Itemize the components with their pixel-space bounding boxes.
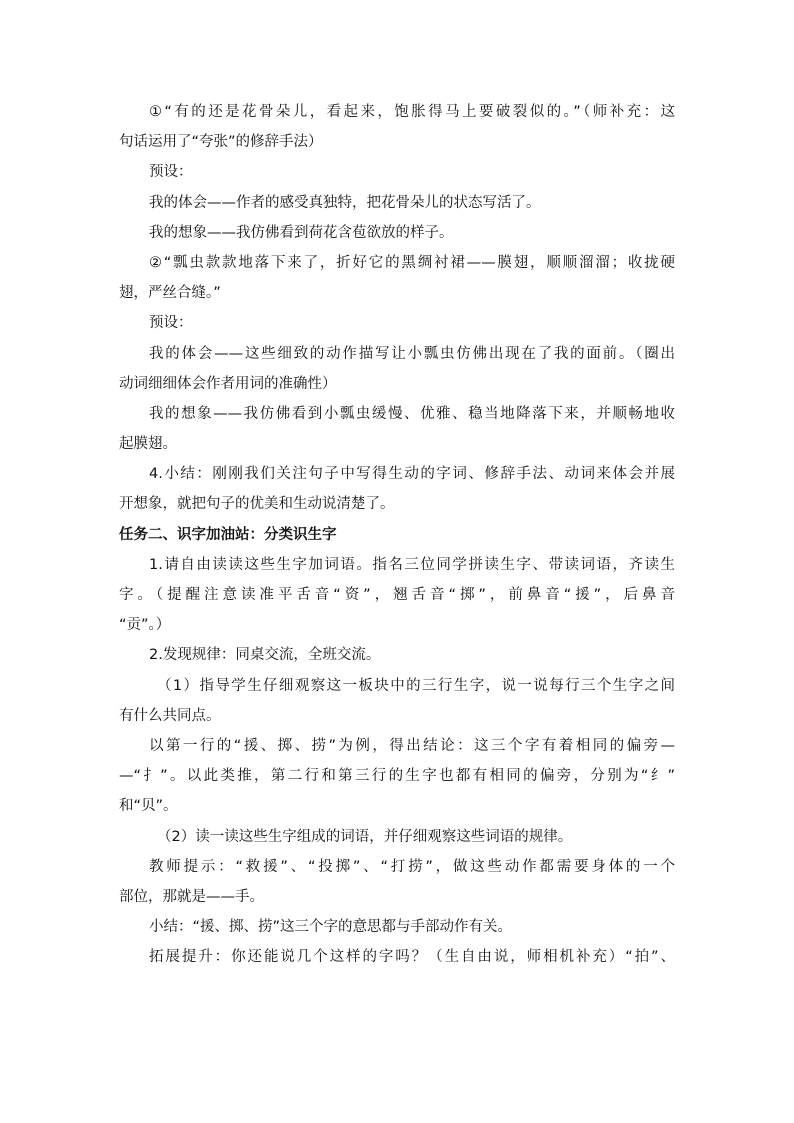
- text-line: 开想象，就把句子的优美和生动说清楚了。: [119, 496, 395, 513]
- text-line: 句话运用了“夸张”的修辞手法）: [119, 134, 323, 151]
- text-line: 以第一行的“援、掷、捞”为例，得出结论：这三个字有着相同的偏旁—: [149, 737, 675, 754]
- text-line: （1）指导学生仔细观察这一板块中的三行生字，说一说每行三个生字之间: [157, 677, 675, 694]
- text-line: 小结：“援、掷、捞”这三个字的意思都与手部动作有关。: [149, 919, 513, 936]
- text-line: 我的体会——这些细致的动作描写让小瓢虫仿佛出现在了我的面前。（圈出: [149, 345, 675, 362]
- text-line: ②“瓢虫款款地落下来了，折好它的黑绸衬裙——膜翅，顺顺溜溜；收拢硬: [149, 254, 675, 271]
- text-line: 起膜翅。: [119, 436, 177, 453]
- text-line: 4.小结：刚刚我们关注句子中写得生动的字词、修辞手法、动词来体会并展: [149, 466, 675, 483]
- text-line: 翅，严丝合缝。”: [119, 285, 221, 302]
- text-line: 我的体会——作者的感受真独特，把花骨朵儿的状态写活了。: [149, 194, 541, 211]
- text-line: ①“有的还是花骨朵儿，看起来，饱胀得马上要破裂似的。”（师补充：这: [149, 104, 675, 120]
- text-line: —“扌”。以此类推，第二行和第三行的生字也都有相同的偏旁，分别为“纟”: [119, 768, 675, 785]
- text-line: “贡”。）: [119, 617, 171, 634]
- text-line: 有什么共同点。: [119, 707, 221, 724]
- text-line: 预设：: [149, 315, 193, 332]
- text-line: 我的想象——我仿佛看到小瓢虫缓慢、优雅、稳当地降落下来，并顺畅地收: [149, 405, 675, 422]
- document-body: [119, 97, 675, 972]
- text-line: 字。（提醒注意读准平舌音“资”，翘舌音“掷”，前鼻音“援”，后鼻音: [119, 587, 675, 603]
- text-line: 动词细细体会作者用词的准确性）: [119, 375, 337, 392]
- text-line: （2）读一读这些生字组成的词语，并仔细观察这些词语的规律。: [157, 828, 573, 845]
- text-line: 部位，那就是——手。: [119, 888, 264, 905]
- text-line: 2.发现规律：同桌交流，全班交流。: [149, 647, 381, 664]
- text-line: 教师提示：“救援”、“投掷”、“打捞”，做这些动作都需要身体的一个: [149, 858, 675, 875]
- text-line: 1.请自由读读这些生字加词语。指名三位同学拼读生字、带读词语，齐读生: [149, 556, 675, 573]
- text-line: 预设：: [149, 164, 193, 181]
- text-line: 拓展提升：你还能说几个这样的字吗？（生自由说，师相机补充）“拍”、: [149, 949, 675, 966]
- section-heading: 任务二、识字加油站：分类识生字: [119, 526, 337, 543]
- text-line: 我的想象——我仿佛看到荷花含苞欲放的样子。: [149, 224, 454, 241]
- text-line: 和“贝”。: [119, 798, 178, 815]
